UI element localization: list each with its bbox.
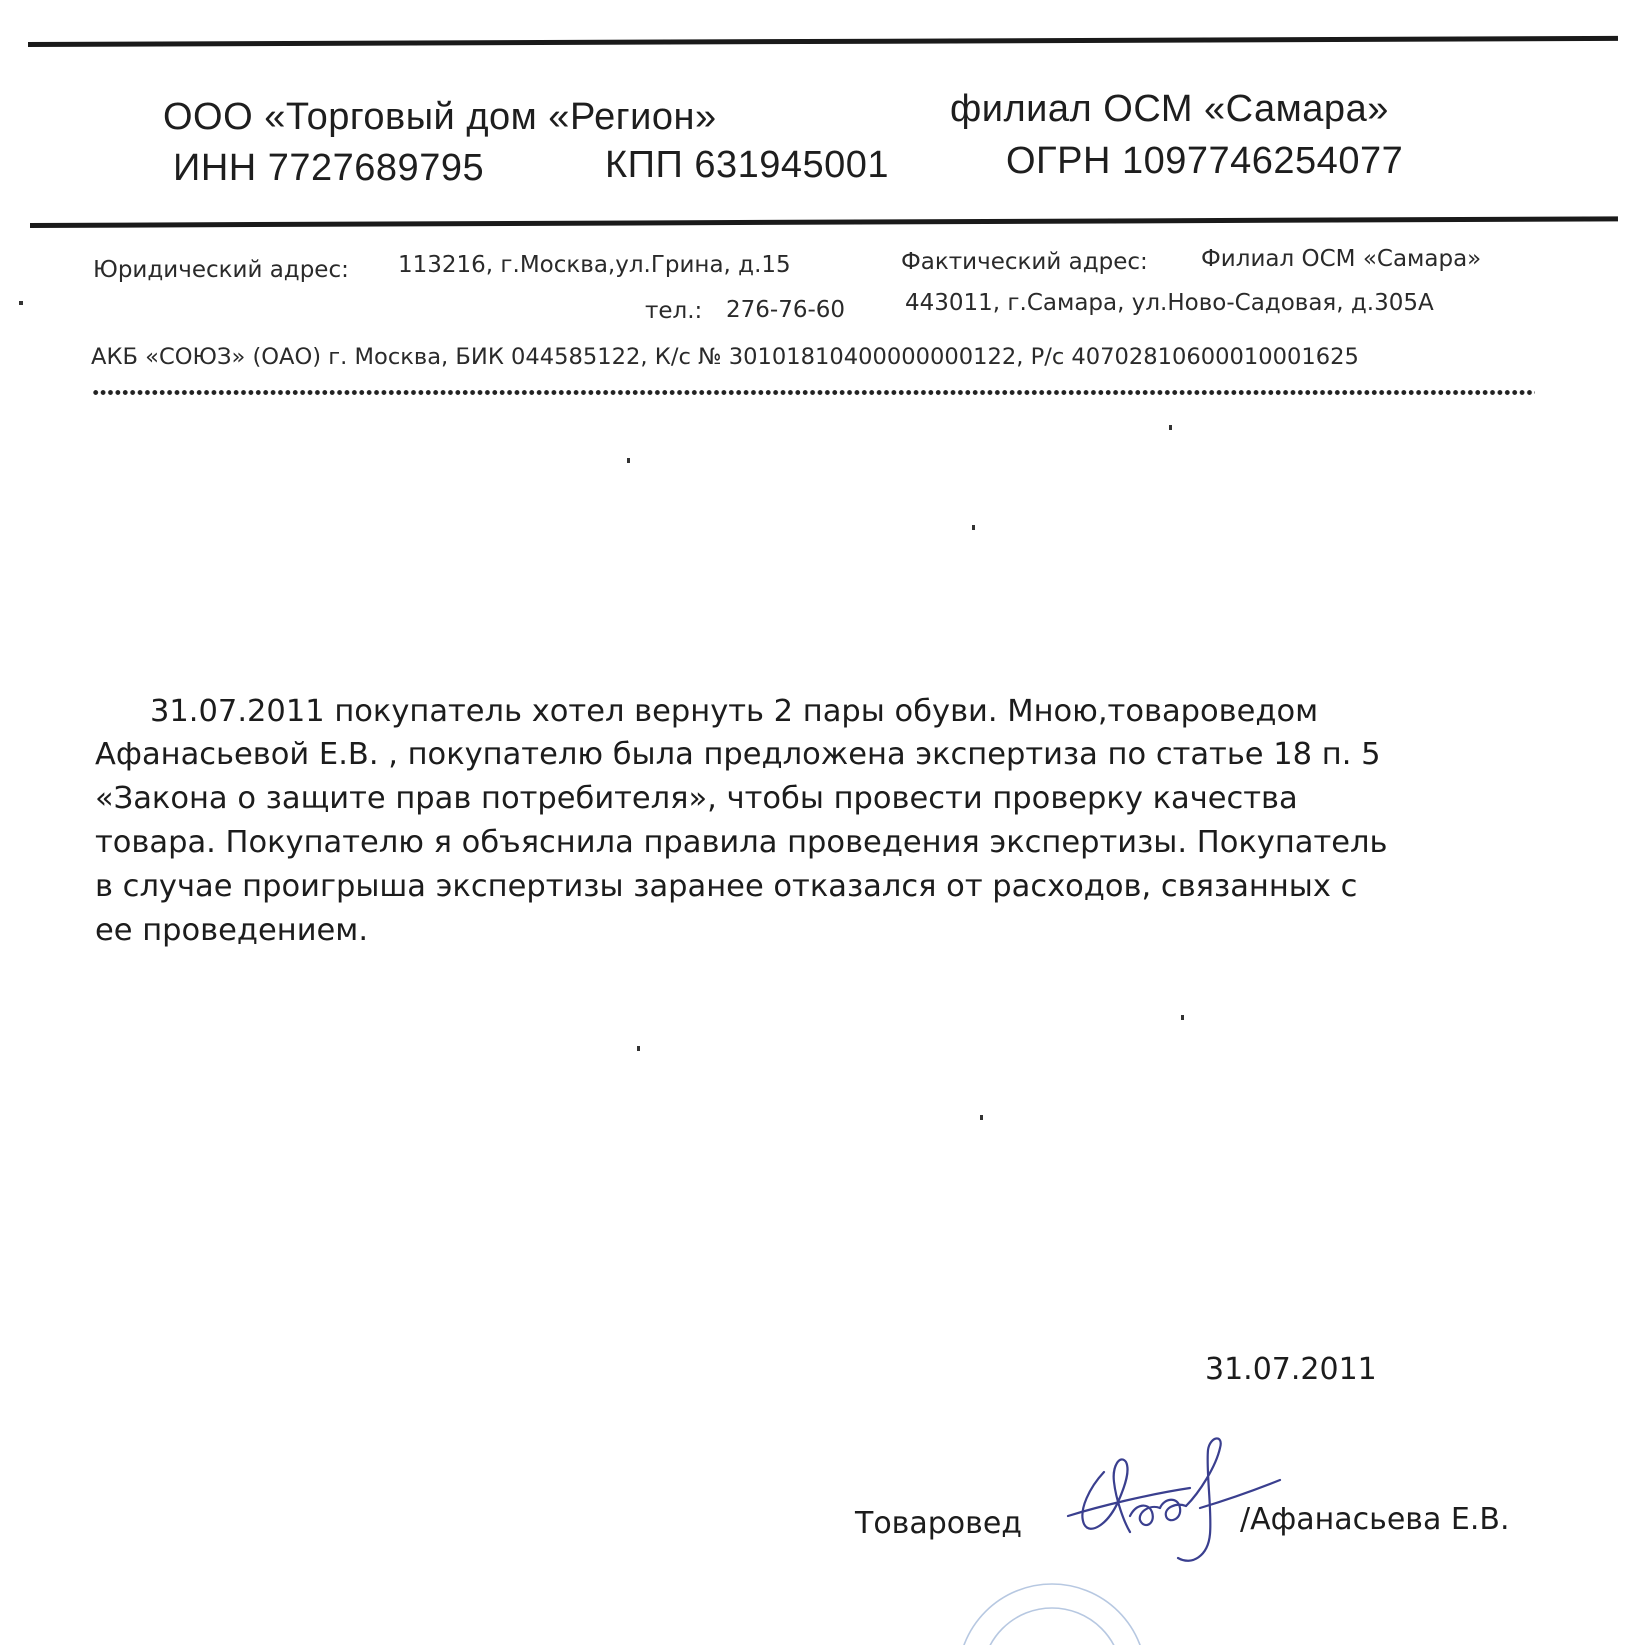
company-name: ООО «Торговый дом «Регион» [163, 96, 717, 138]
signatory-position: Товаровед [855, 1506, 1023, 1541]
branch-name: филиал ОСМ «Самара» [950, 88, 1389, 130]
body-line-6: ее проведением. [95, 913, 369, 948]
body-line-4: товара. Покупателю я объяснила правила проведения экспертизы. Покупатель [95, 825, 1388, 860]
legal-address-value: 113216, г.Москва,ул.Грина, д.15 [398, 252, 791, 278]
bank-details: АКБ «СОЮЗ» (ОАО) г. Москва, БИК 044585122, К/с № 30101810400000000122, Р/с 40702810600010001625 [91, 344, 1359, 370]
scan-speck [19, 301, 23, 305]
ogrn-value: ОГРН 1097746254077 [1006, 140, 1404, 182]
top-rule [28, 36, 1618, 47]
scan-speck [627, 458, 630, 463]
scan-speck [1181, 1015, 1184, 1020]
signatory-name: /Афанасьева Е.В. [1240, 1502, 1510, 1537]
actual-address-label: Фактический адрес: [901, 249, 1148, 275]
scan-speck [1169, 425, 1172, 430]
scan-speck [980, 1115, 983, 1120]
handwritten-signature [1060, 1432, 1290, 1572]
phone-value: 276-76-60 [726, 297, 846, 323]
actual-address-detail: 443011, г.Самара, ул.Ново-Садовая, д.305А [905, 290, 1434, 316]
body-line-5: в случае проигрыша экспертизы заранее отказался от расходов, связанных с [95, 869, 1358, 904]
legal-address-label: Юридический адрес: [93, 257, 349, 283]
body-line-1: 31.07.2011 покупатель хотел вернуть 2 пары обуви. Мною,товароведом [150, 694, 1319, 729]
header-rule [30, 216, 1618, 228]
dotted-separator [92, 389, 1535, 396]
body-line-2: Афанасьевой Е.В. , покупателю была предложена экспертиза по статье 18 п. 5 [95, 737, 1381, 772]
body-line-3: «Закона о защите прав потребителя», чтобы провести проверку качества [95, 781, 1298, 816]
inn-value: ИНН 7727689795 [173, 147, 485, 189]
kpp-value: КПП 631945001 [605, 144, 890, 186]
signature-date: 31.07.2011 [1205, 1352, 1377, 1387]
actual-address-value: Филиал ОСМ «Самара» [1201, 246, 1482, 272]
scan-speck [972, 525, 975, 530]
scan-speck [637, 1046, 640, 1051]
phone-label: тел.: [645, 298, 703, 324]
stamp-seal [952, 1578, 1152, 1645]
